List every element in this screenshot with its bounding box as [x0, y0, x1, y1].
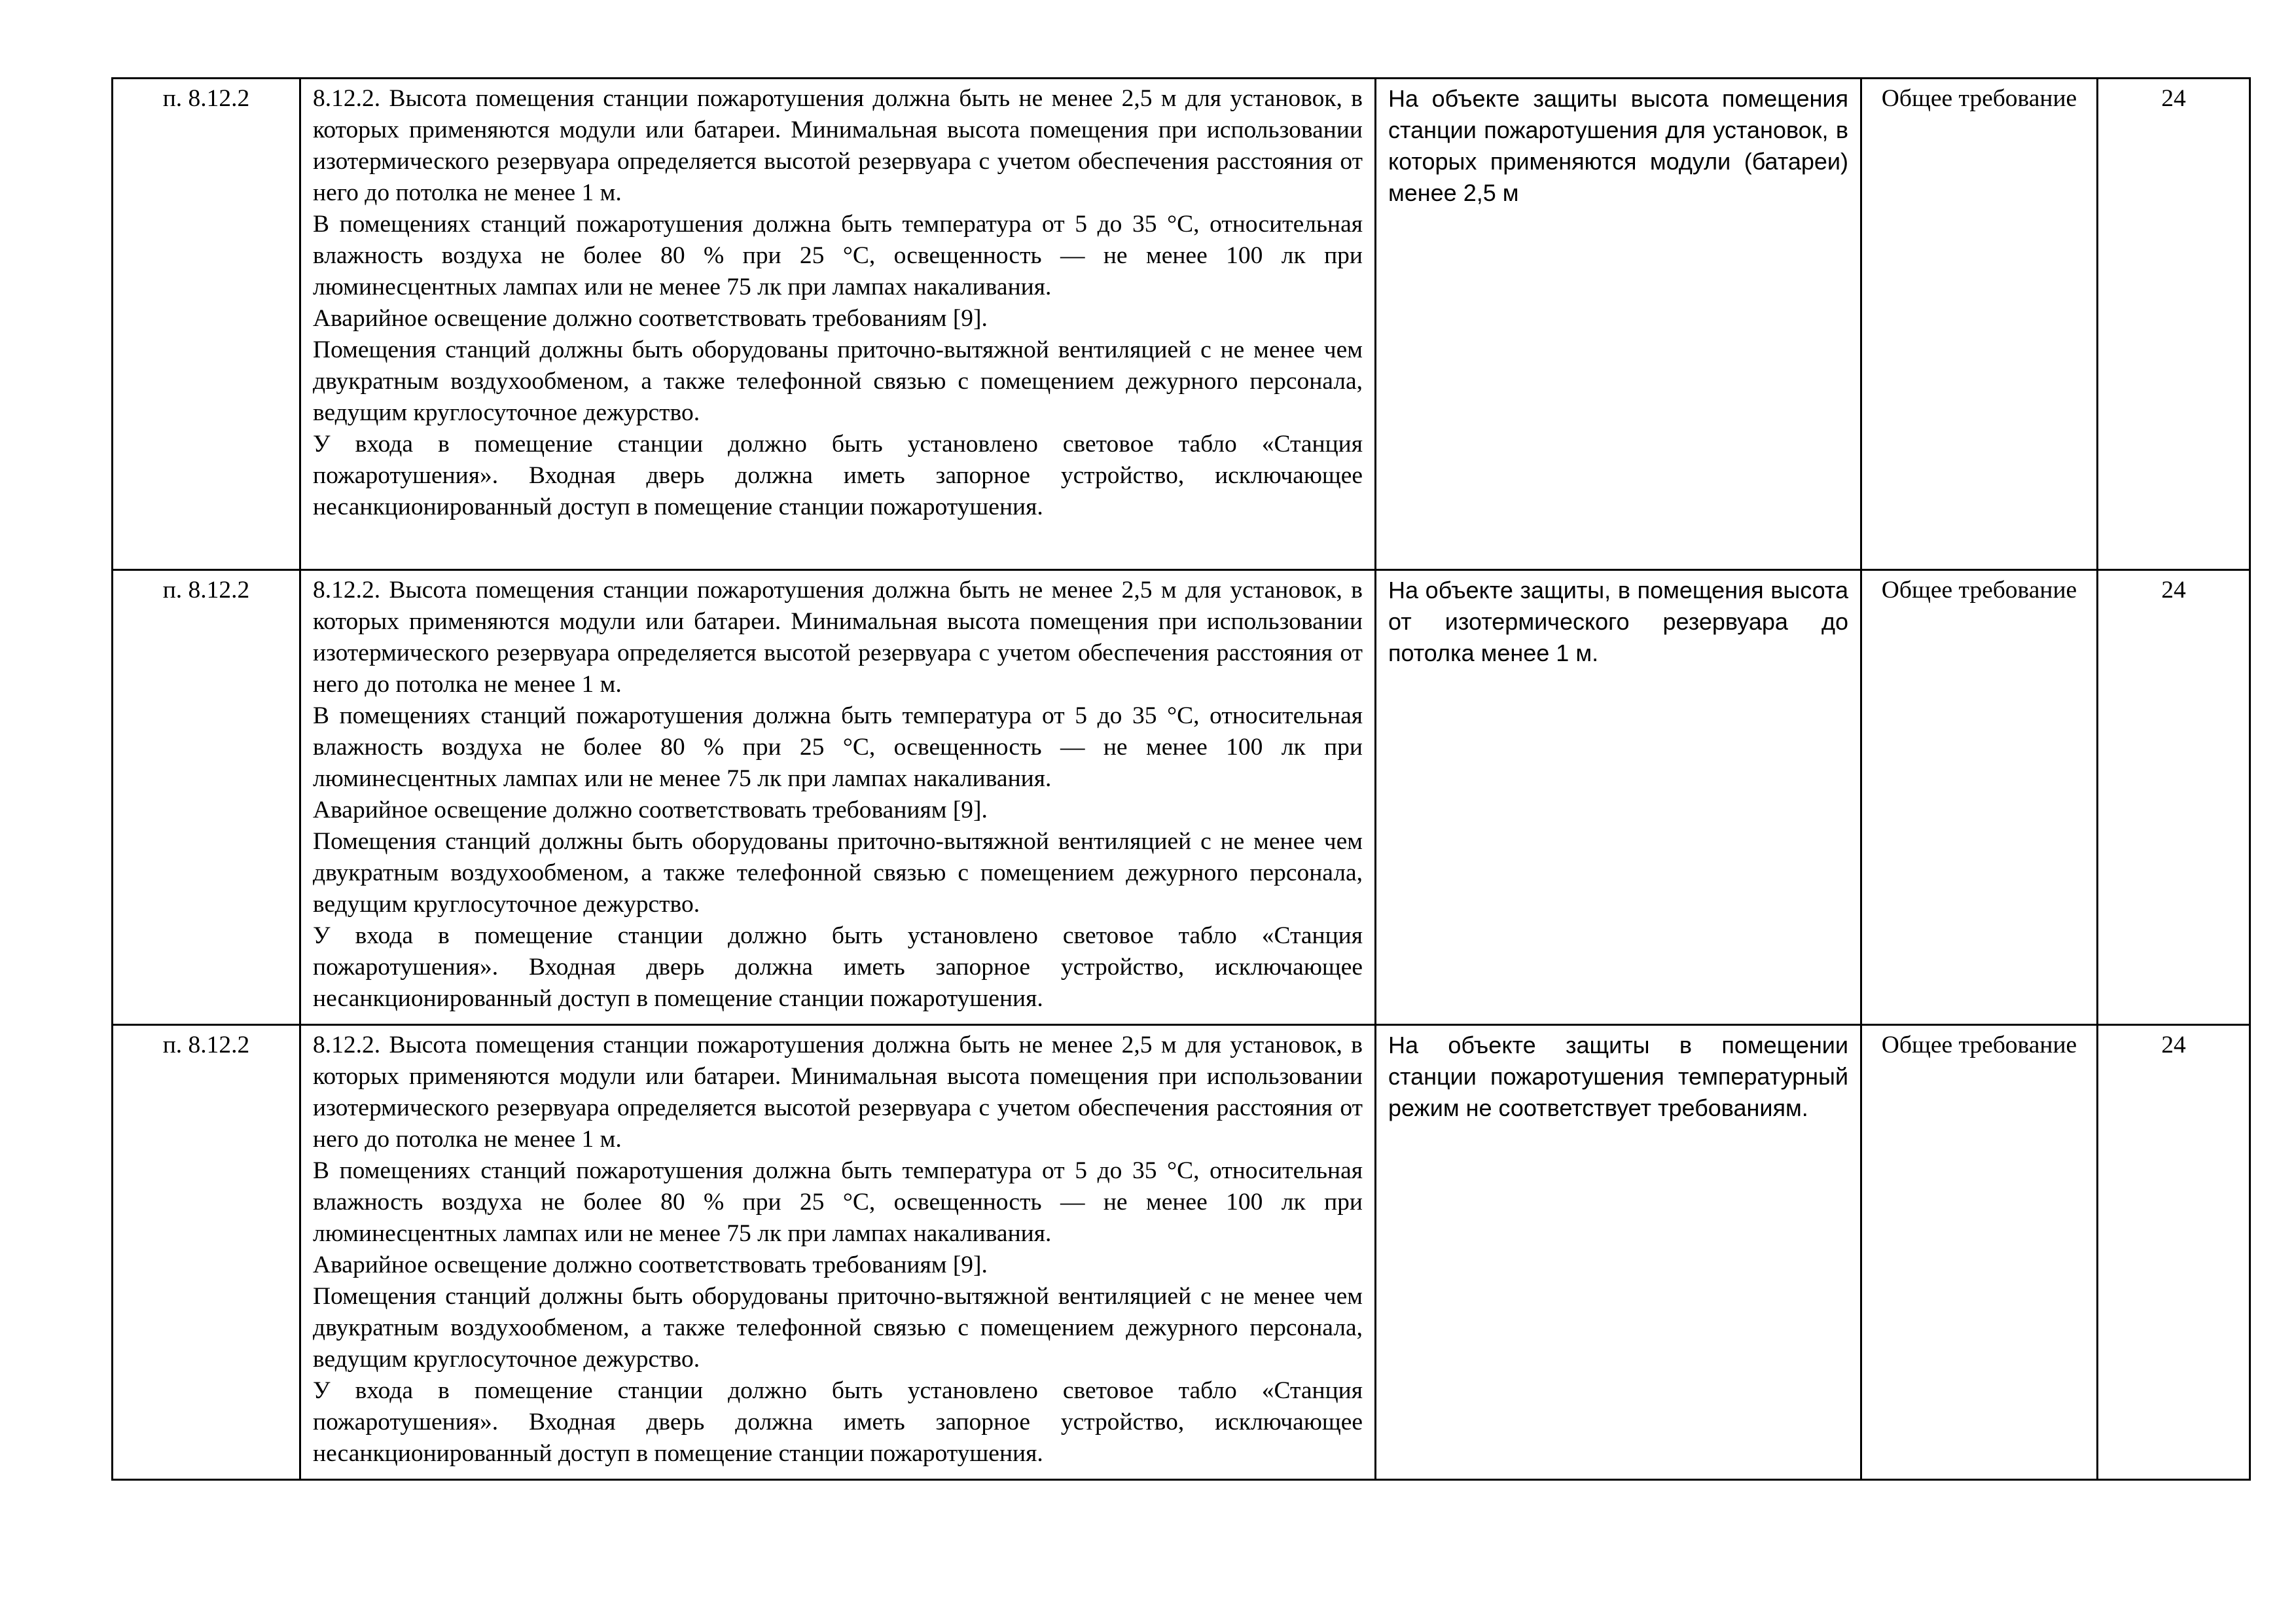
category-cell: Общее требование	[1861, 570, 2098, 1025]
requirement-paragraph: У входа в помещение станции должно быть установлено световое табло «Станция пожаротушения». Входная дверь должна иметь запорное устройство, исключающее несанкционированный доступ в помещение станции пожаротушения.	[313, 431, 1363, 520]
requirement-paragraph: В помещениях станций пожаротушения должна быть температура от 5 до 35 °С, относительная влажность воздуха не более 80 % при 25 °С, освещенность — не менее 100 лк при люминесцентных лампах или не менее 75 лк при лампах накаливания.	[313, 1157, 1363, 1247]
finding-cell	[1376, 570, 1861, 1025]
clause-cell: п. 8.12.2	[113, 79, 300, 570]
requirement-paragraph: У входа в помещение станции должно быть установлено световое табло «Станция пожаротушения». Входная дверь должна иметь запорное устройство, исключающее несанкционированный доступ в помещение станции пожаротушения.	[313, 922, 1363, 1012]
requirement-paragraph: Помещения станций должны быть оборудованы приточно-вытяжной вентиляцией с не менее чем двукратным воздухообменом, а также телефонной связью с помещением дежурного персонала, ведущим круглосуточное дежурство.	[313, 1283, 1363, 1373]
requirement-paragraph: 8.12.2. Высота помещения станции пожаротушения должна быть не менее 2,5 м для установок, в которых применяются модули или батареи. Минимальная высота помещения при использовании изотермического резервуара определяется высотой резервуара с учетом обеспечения расстояния от него до потолка не менее 1 м.	[313, 85, 1363, 206]
table-row	[113, 1025, 2250, 1480]
finding-text: На объекте защиты в помещении станции пожаротушения температурный режим не соответствует требованиям.	[1388, 1032, 1848, 1121]
table-row	[113, 570, 2250, 1025]
requirements-table	[111, 77, 2251, 1481]
requirement-cell	[300, 79, 1376, 570]
number-cell: 24	[2098, 79, 2250, 570]
clause-cell: п. 8.12.2	[113, 570, 300, 1025]
requirement-paragraph: 8.12.2. Высота помещения станции пожаротушения должна быть не менее 2,5 м для установок, в которых применяются модули или батареи. Минимальная высота помещения при использовании изотермического резервуара определяется высотой резервуара с учетом обеспечения расстояния от него до потолка не менее 1 м.	[313, 577, 1363, 698]
requirement-paragraph: Аварийное освещение должно соответствовать требованиям [9].	[313, 305, 988, 332]
finding-text: На объекте защиты высота помещения станции пожаротушения для установок, в которых применяются модули (батареи) менее 2,5 м	[1388, 85, 1848, 206]
requirement-paragraph: У входа в помещение станции должно быть установлено световое табло «Станция пожаротушения». Входная дверь должна иметь запорное устройство, исключающее несанкционированный доступ в помещение станции пожаротушения.	[313, 1377, 1363, 1467]
requirement-paragraph: В помещениях станций пожаротушения должна быть температура от 5 до 35 °С, относительная влажность воздуха не более 80 % при 25 °С, освещенность — не менее 100 лк при люминесцентных лампах или не менее 75 лк при лампах накаливания.	[313, 211, 1363, 300]
requirement-cell	[300, 570, 1376, 1025]
number-cell: 24	[2098, 570, 2250, 1025]
requirement-paragraph: 8.12.2. Высота помещения станции пожаротушения должна быть не менее 2,5 м для установок, в которых применяются модули или батареи. Минимальная высота помещения при использовании изотермического резервуара определяется высотой резервуара с учетом обеспечения расстояния от него до потолка не менее 1 м.	[313, 1032, 1363, 1153]
number-cell: 24	[2098, 1025, 2250, 1480]
finding-cell	[1376, 1025, 1861, 1480]
requirement-paragraph: В помещениях станций пожаротушения должна быть температура от 5 до 35 °С, относительная влажность воздуха не более 80 % при 25 °С, освещенность — не менее 100 лк при люминесцентных лампах или не менее 75 лк при лампах накаливания.	[313, 702, 1363, 792]
requirement-cell	[300, 1025, 1376, 1480]
table-row	[113, 79, 2250, 570]
requirement-paragraph: Аварийное освещение должно соответствовать требованиям [9].	[313, 797, 988, 823]
category-cell: Общее требование	[1861, 79, 2098, 570]
requirement-paragraph: Аварийное освещение должно соответствовать требованиям [9].	[313, 1252, 988, 1278]
finding-cell	[1376, 79, 1861, 570]
requirement-paragraph: Помещения станций должны быть оборудованы приточно-вытяжной вентиляцией с не менее чем двукратным воздухообменом, а также телефонной связью с помещением дежурного персонала, ведущим круглосуточное дежурство.	[313, 336, 1363, 426]
requirement-paragraph: Помещения станций должны быть оборудованы приточно-вытяжной вентиляцией с не менее чем двукратным воздухообменом, а также телефонной связью с помещением дежурного персонала, ведущим круглосуточное дежурство.	[313, 828, 1363, 918]
category-cell: Общее требование	[1861, 1025, 2098, 1480]
clause-cell: п. 8.12.2	[113, 1025, 300, 1480]
finding-text: На объекте защиты, в помещения высота от изотермического резервуара до потолка менее 1 м.	[1388, 577, 1848, 666]
